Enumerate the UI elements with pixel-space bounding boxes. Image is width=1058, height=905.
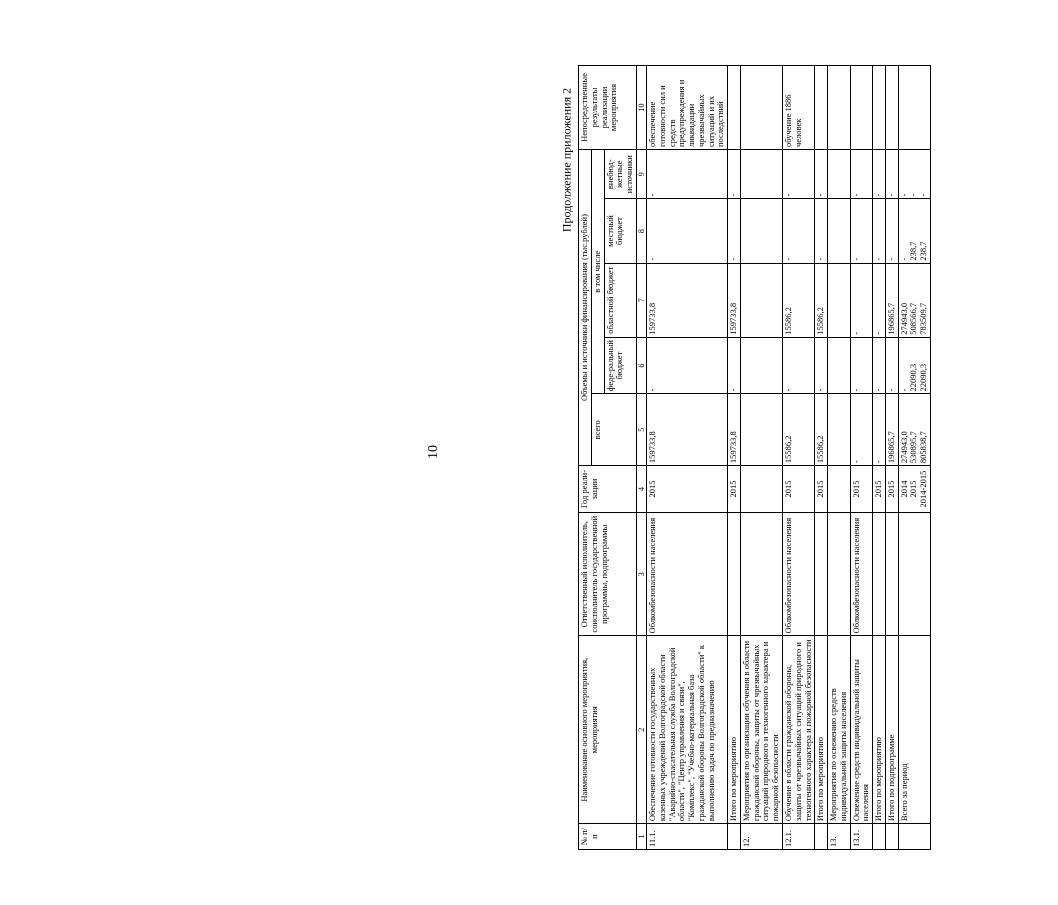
row-executor — [740, 513, 782, 636]
header-regional: областной бюджет — [604, 263, 636, 337]
row-extra — [740, 150, 782, 199]
row-executor: Облкомбезопасности населения — [647, 513, 728, 636]
row-regional: 159733,8 — [728, 263, 741, 337]
period-extra-value: - — [918, 193, 929, 197]
row-executor — [885, 513, 898, 636]
header-total: всего — [591, 394, 636, 466]
period-local-value: 238,7 — [918, 241, 929, 261]
period-extra — [898, 150, 930, 199]
header-local: местный бюджет — [604, 199, 636, 263]
period-total-row — [898, 66, 930, 850]
column-number: 5 — [636, 394, 646, 466]
row-extra: - — [873, 150, 886, 199]
row-num — [898, 824, 930, 850]
row-executor — [828, 513, 851, 636]
row-name: Обучение в области гражданской обороны, защиты от чрезвычайных ситуаций природного и техногенного характера и пожарной безопасности — [782, 636, 814, 824]
column-number: 4 — [636, 466, 646, 513]
table-row — [728, 66, 741, 850]
period-year: 2015 — [908, 480, 919, 498]
row-result — [740, 66, 782, 150]
row-year: 2015 — [815, 466, 828, 513]
row-year — [828, 466, 851, 513]
header-name: Наименование основного мероприятия, мероприятия — [579, 636, 637, 824]
period-year: 2014-2015 — [918, 470, 929, 508]
row-result — [815, 66, 828, 150]
period-regional — [898, 263, 930, 337]
table-row — [850, 66, 873, 850]
row-extra: - — [647, 150, 728, 199]
appendix-title: Продолжение приложения 2 — [559, 87, 574, 233]
row-year: 2015 — [728, 466, 741, 513]
row-year: 2015 — [850, 466, 873, 513]
row-federal: - — [728, 337, 741, 394]
header-results: Непосредственные результаты реализации мероприятия — [579, 66, 637, 150]
header-executor: Ответственный исполнитель, соисполнитель государственной программы, подпрограммы — [579, 513, 637, 636]
row-year: 2015 — [782, 466, 814, 513]
row-num — [728, 824, 741, 850]
period-federal-value: - — [898, 388, 909, 392]
row-total: 15586,2 — [815, 394, 828, 466]
table-row — [740, 66, 782, 850]
period-regional-value: 508566,7 — [908, 302, 919, 335]
row-executor — [728, 513, 741, 636]
row-total: - — [873, 394, 886, 466]
period-total-value: 805838,7 — [918, 431, 929, 464]
column-number: 1 — [636, 824, 646, 850]
row-extra — [828, 150, 851, 199]
period-federal-value: 22090,3 — [908, 363, 919, 392]
row-local: - — [728, 199, 741, 263]
period-total-value: 274943,0 — [898, 431, 909, 464]
row-executor — [873, 513, 886, 636]
row-total — [740, 394, 782, 466]
row-total: - — [850, 394, 873, 466]
row-regional: 159733,8 — [647, 263, 728, 337]
column-number: 3 — [636, 513, 646, 636]
row-result: обучение 1886 человек — [782, 66, 814, 150]
row-name: Мероприятия по организации обучения в области гражданской обороны, защиты от чрезвычайных ситуаций природного и техногенного характера и пожарной безопасности — [740, 636, 782, 824]
header-funding: Объемы и источники финансирования (тыс.рублей) — [579, 150, 592, 466]
period-local-value: - — [898, 257, 909, 261]
page-number: 10 — [426, 445, 441, 459]
row-regional: - — [850, 263, 873, 337]
row-total: 15586,2 — [782, 394, 814, 466]
row-total: 159733,8 — [728, 394, 741, 466]
period-years — [898, 466, 930, 513]
row-name: Освежение средств индивидуальной защиты населения — [850, 636, 873, 824]
row-executor — [815, 513, 828, 636]
period-total-value: 530895,7 — [908, 431, 919, 464]
period-total-label: Всего за период — [898, 636, 930, 824]
row-name: Итого по мероприятию — [873, 636, 886, 824]
row-num — [815, 824, 828, 850]
row-regional — [740, 263, 782, 337]
row-num: 13.1. — [850, 824, 873, 850]
header-year: Год реали-зации — [579, 466, 637, 513]
table-row — [782, 66, 814, 850]
table-row — [873, 66, 886, 850]
row-name: Мероприятия по освежению средств индивидуальной защиты населения — [828, 636, 851, 824]
row-extra: - — [850, 150, 873, 199]
column-number: 10 — [636, 66, 646, 150]
row-local: - — [885, 199, 898, 263]
funding-table — [578, 65, 931, 850]
period-federal-value: 22090,3 — [918, 363, 929, 392]
table-row — [815, 66, 828, 850]
header-num: № п/п — [579, 824, 637, 850]
row-federal: - — [647, 337, 728, 394]
row-local: - — [873, 199, 886, 263]
row-federal — [740, 337, 782, 394]
row-num: 13. — [828, 824, 851, 850]
row-total: 196865,7 — [885, 394, 898, 466]
row-result — [828, 66, 851, 150]
period-local-value: 238,7 — [908, 241, 919, 261]
row-result: обеспечение готовности сил и средств предупреждения и ликвидации чрезвычайных ситуаций и их последствий — [647, 66, 728, 150]
row-num: 12.1. — [782, 824, 814, 850]
row-name: Обеспечение готовности государственных казенных учреждений Волгоградской области "Аварийно-спасательная служба Волгоградской области", "Центр управления и связи", "Комплекс", "Учебно-материальная база гражданской обороны Волгоградской области" к выполнению задач по предназначению — [647, 636, 728, 824]
row-local: - — [782, 199, 814, 263]
row-local — [740, 199, 782, 263]
row-result — [850, 66, 873, 150]
column-number: 8 — [636, 199, 646, 263]
header-including: в том числе — [591, 150, 604, 394]
period-extra-value: - — [908, 193, 919, 197]
period-year: 2014 — [898, 480, 909, 498]
row-local: - — [647, 199, 728, 263]
table-row — [647, 66, 728, 850]
period-federal — [898, 337, 930, 394]
row-regional: 196865,7 — [885, 263, 898, 337]
row-year — [740, 466, 782, 513]
row-executor — [898, 513, 930, 636]
row-year: 2015 — [647, 466, 728, 513]
row-result — [873, 66, 886, 150]
column-number: 6 — [636, 337, 646, 394]
row-year: 2015 — [873, 466, 886, 513]
row-extra: - — [782, 150, 814, 199]
period-regional-value: 783509,7 — [918, 302, 929, 335]
row-federal — [828, 337, 851, 394]
row-regional: 15586,2 — [782, 263, 814, 337]
row-extra: - — [728, 150, 741, 199]
row-result — [728, 66, 741, 150]
row-name: Итого по подпрограмме — [885, 636, 898, 824]
row-num: 11.1. — [647, 824, 728, 850]
row-federal: - — [815, 337, 828, 394]
row-local — [828, 199, 851, 263]
row-local: - — [850, 199, 873, 263]
period-extra-value: - — [898, 193, 909, 197]
row-executor: Облкомбезопасности населения — [782, 513, 814, 636]
row-federal: - — [850, 337, 873, 394]
period-local — [898, 199, 930, 263]
row-year: 2015 — [885, 466, 898, 513]
row-name: Итого по мероприятию — [728, 636, 741, 824]
row-executor: Облкомбезопасности населения — [850, 513, 873, 636]
row-federal: - — [873, 337, 886, 394]
column-number: 2 — [636, 636, 646, 824]
column-number: 7 — [636, 263, 646, 337]
rotated-table-container — [578, 65, 1058, 850]
row-num: 12. — [740, 824, 782, 850]
header-extra: внебюд-жетные источники — [604, 150, 636, 199]
row-extra: - — [815, 150, 828, 199]
row-total: 159733,8 — [647, 394, 728, 466]
period-total — [898, 394, 930, 466]
row-result — [898, 66, 930, 150]
period-regional-value: 274943,0 — [898, 302, 909, 335]
row-extra: - — [885, 150, 898, 199]
row-num — [885, 824, 898, 850]
row-result — [885, 66, 898, 150]
row-regional: 15586,2 — [815, 263, 828, 337]
table-row — [885, 66, 898, 850]
row-federal: - — [782, 337, 814, 394]
row-num — [873, 824, 886, 850]
row-total — [828, 394, 851, 466]
column-number: 9 — [636, 150, 646, 199]
row-regional: - — [873, 263, 886, 337]
header-federal: феде-ральный бюджет — [604, 337, 636, 394]
row-federal: - — [885, 337, 898, 394]
row-name: Итого по мероприятию — [815, 636, 828, 824]
table-row — [828, 66, 851, 850]
row-regional — [828, 263, 851, 337]
row-local: - — [815, 199, 828, 263]
